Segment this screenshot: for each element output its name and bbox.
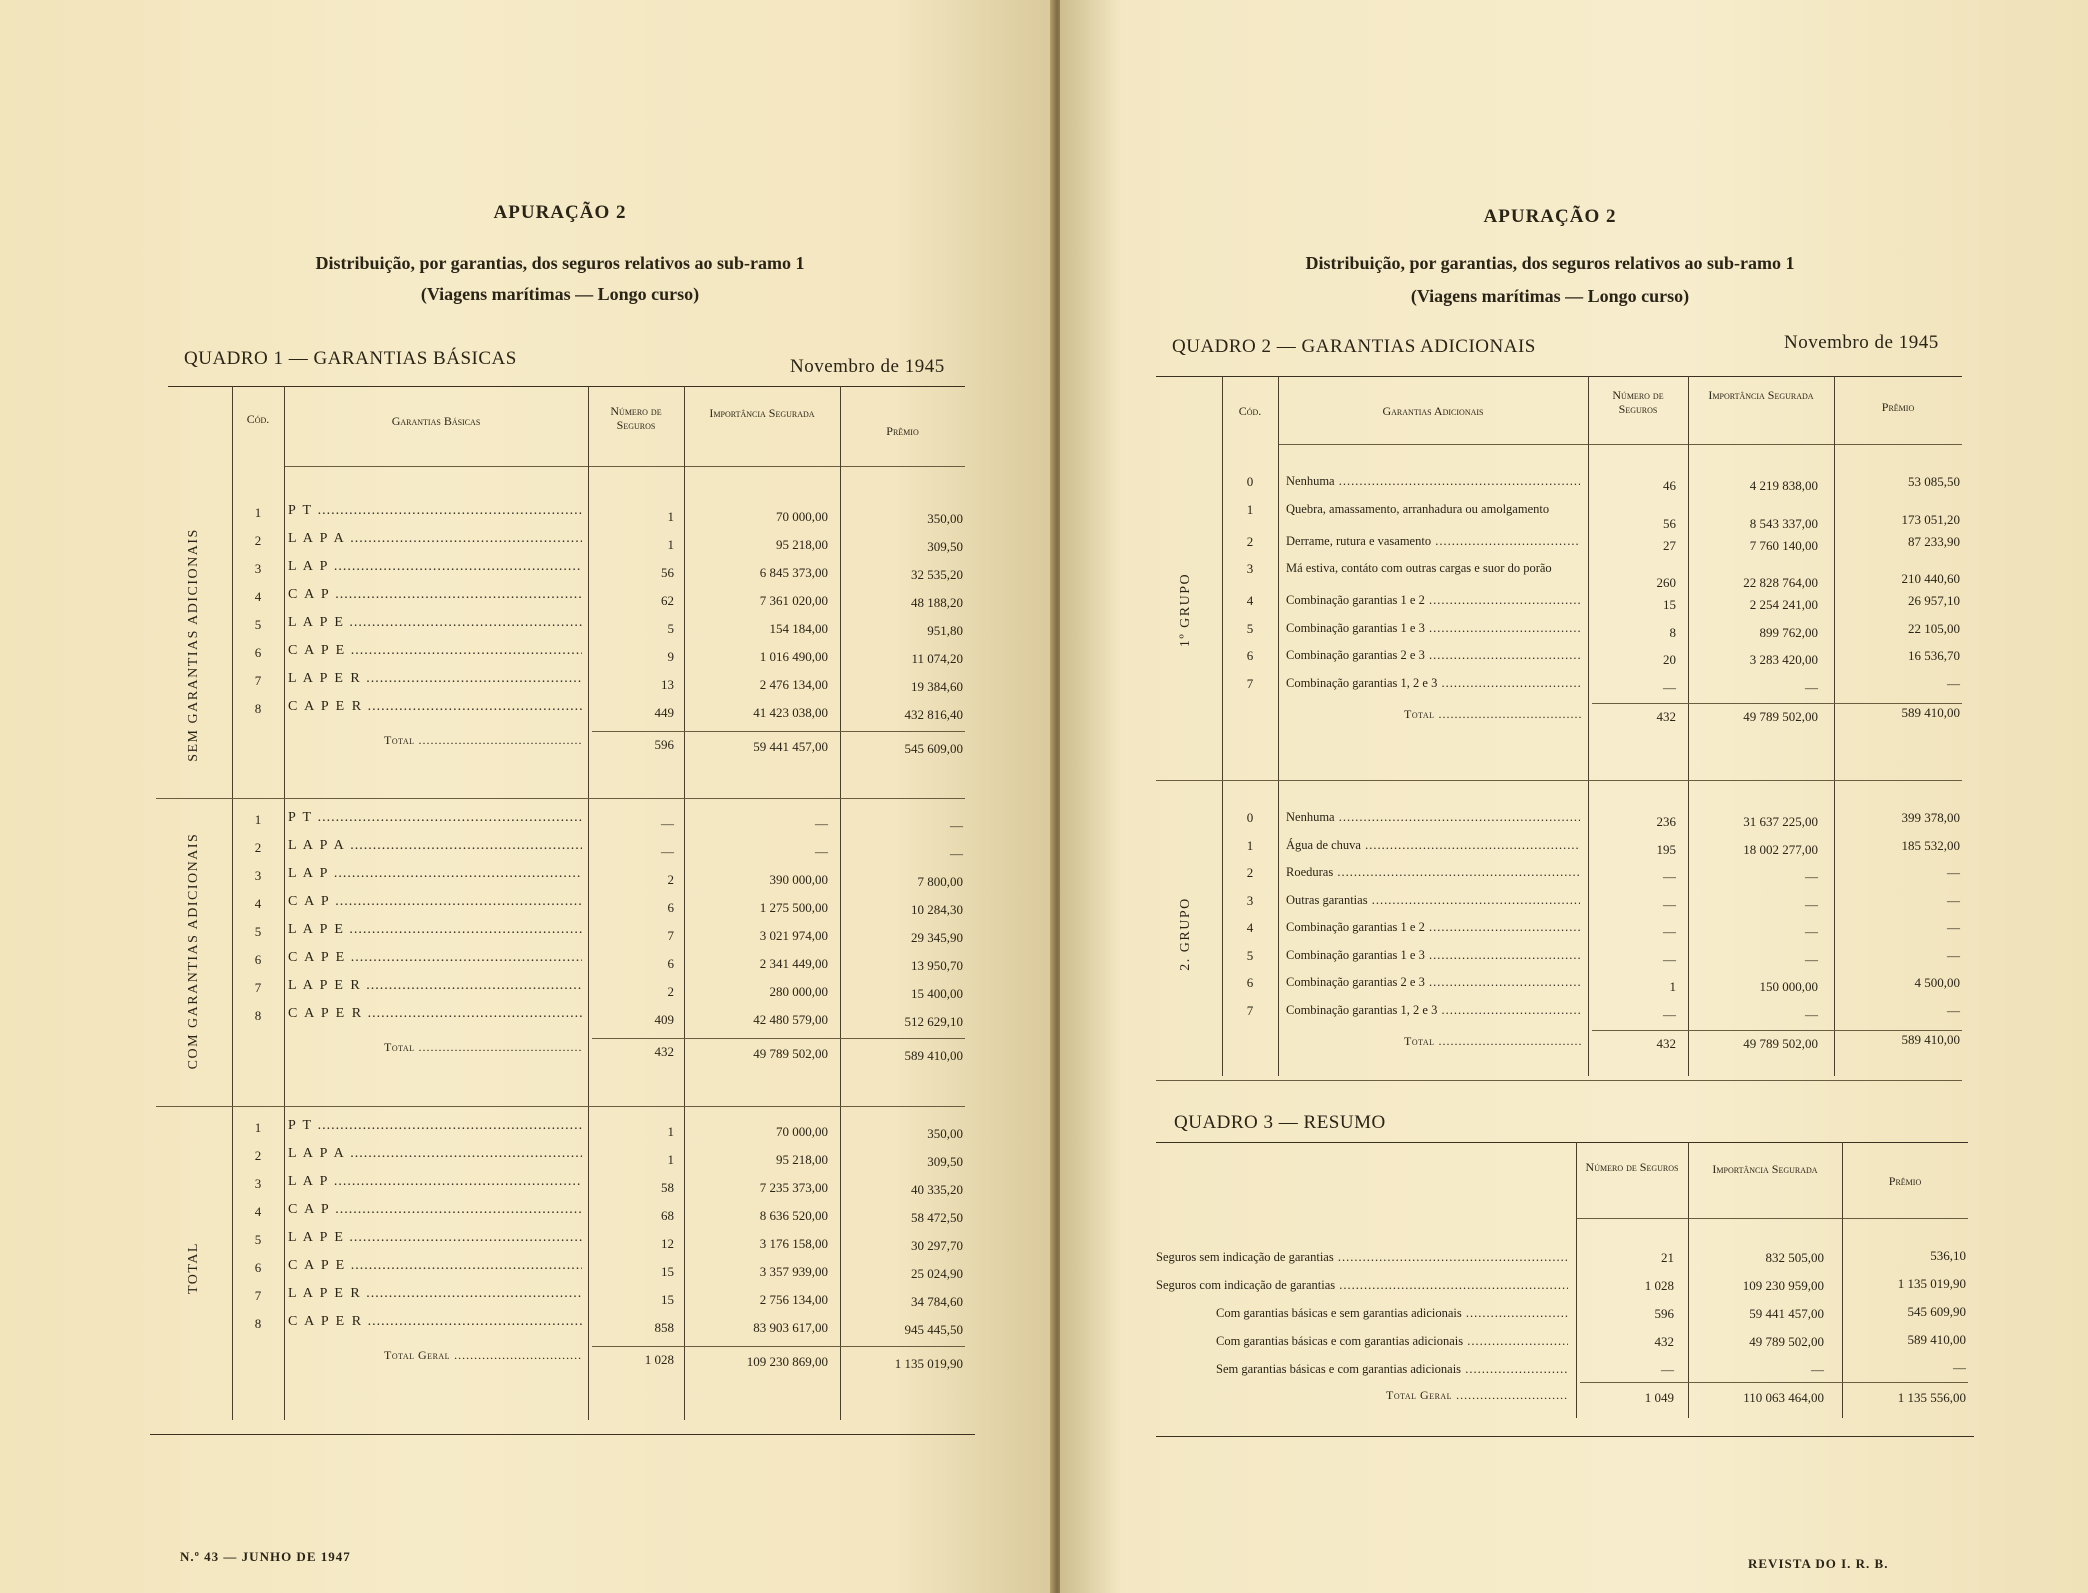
row-garantia: L A P E R .....: [288, 978, 582, 994]
row-garantia: Roeduras .....: [1286, 865, 1580, 880]
row-premio: 7 800,00: [917, 874, 963, 889]
row-garantia: L A P .....: [288, 559, 582, 575]
row-garantia: C A P .....: [288, 1202, 582, 1218]
header-numero: Número de Seguros: [610, 404, 662, 432]
row-garantia: L A P E .....: [288, 1230, 582, 1246]
row-premio: 19 384,60: [911, 679, 963, 694]
row-premio: 432 816,40: [904, 707, 963, 722]
resumo-total-label: Total Geral .....: [1386, 1388, 1568, 1403]
row-garantia: L A P .....: [288, 1174, 582, 1190]
row-importancia: —: [1805, 869, 1818, 884]
resumo-row-label: Com garantias básicas e com garantias adicionais .....: [1216, 1334, 1568, 1349]
row-numero: 2: [667, 984, 674, 999]
total-rule: [592, 1346, 965, 1347]
row-numero: 1: [667, 537, 674, 552]
left-footer: N.º 43 — JUNHO DE 1947: [180, 1549, 351, 1564]
row-cod: 0: [1246, 810, 1254, 825]
table-bottom-rule: [150, 1434, 975, 1435]
row-garantia: Combinação garantias 2 e 3 .....: [1286, 648, 1580, 663]
right-date: Novembro de 1945: [1784, 332, 1939, 353]
row-garantia: L A P A .....: [288, 838, 582, 854]
row-premio: 53 085,50: [1908, 474, 1960, 489]
row-premio: —: [1947, 675, 1960, 691]
right-title: APURAÇÃO 2: [1483, 206, 1617, 227]
section-label: TOTAL: [186, 1242, 201, 1295]
row-importancia: 95 218,00: [776, 1152, 828, 1167]
row-garantia: Combinação garantias 2 e 3 .....: [1286, 975, 1580, 990]
total-importancia: 49 789 502,00: [1743, 709, 1818, 724]
row-importancia: 31 637 225,00: [1743, 814, 1818, 829]
resumo-row-numero: 596: [1654, 1306, 1674, 1321]
row-garantia: L A P A .....: [288, 531, 582, 547]
row-numero: 1: [667, 1124, 674, 1139]
row-premio: —: [950, 846, 963, 861]
row-numero: 62: [661, 593, 674, 608]
row-importancia: 6 845 373,00: [759, 565, 828, 580]
row-numero: —: [1663, 679, 1676, 695]
row-garantia: C A P E R .....: [288, 699, 582, 715]
row-garantia: L A P .....: [288, 866, 582, 882]
row-cod: 6: [1246, 648, 1254, 663]
group-rule: [1156, 780, 1962, 781]
header-numero: Número de Seguros: [1612, 388, 1664, 416]
row-importancia: 8 543 337,00: [1749, 515, 1818, 531]
row-importancia: 150 000,00: [1759, 979, 1818, 994]
row-cod: 3: [254, 1176, 262, 1191]
row-garantia: C A P E R .....: [288, 1314, 582, 1330]
resumo-bottom-rule: [1156, 1436, 1974, 1437]
total-premio: 1 135 019,90: [894, 1356, 963, 1371]
row-cod: 2: [254, 1148, 262, 1163]
row-garantia: Combinação garantias 1 e 3 .....: [1286, 621, 1580, 636]
section-label: COM GARANTIAS ADICIONAIS: [186, 832, 201, 1070]
row-cod: 8: [254, 1316, 262, 1331]
total-rule: [1592, 703, 1962, 704]
row-premio: 29 345,90: [911, 930, 963, 945]
row-numero: —: [661, 844, 674, 859]
row-premio: 512 629,10: [904, 1014, 963, 1029]
row-importancia: 70 000,00: [776, 1124, 828, 1139]
resumo-row-importancia: 59 441 457,00: [1749, 1306, 1824, 1321]
resumo-row-label: Sem garantias básicas e com garantias adicionais .....: [1216, 1362, 1568, 1377]
resumo-total-premio: 1 135 556,00: [1897, 1390, 1966, 1405]
column-rule: [284, 386, 285, 1420]
row-cod: 5: [1246, 947, 1254, 963]
row-importancia: 41 423 038,00: [753, 705, 828, 720]
row-cod: 7: [1246, 1002, 1254, 1018]
table-top-rule: [168, 386, 965, 387]
resumo-row-premio: 536,10: [1930, 1248, 1966, 1263]
row-importancia: 4 219 838,00: [1749, 478, 1818, 493]
row-garantia: P T .....: [288, 503, 582, 519]
left-title: APURAÇÃO 2: [493, 202, 627, 223]
total-importancia: 49 789 502,00: [1743, 1036, 1818, 1051]
resumo-header-numero: Número de Seguros: [1585, 1160, 1679, 1174]
total-numero: 596: [654, 737, 674, 752]
total-premio: 545 609,00: [904, 741, 963, 756]
row-cod: 4: [254, 896, 262, 911]
right-footer: REVISTA DO I. R. B.: [1748, 1556, 1889, 1571]
row-cod: 4: [254, 589, 262, 604]
row-premio: 945 445,50: [904, 1322, 963, 1337]
resumo-row-premio: 589 410,00: [1907, 1332, 1966, 1347]
group-label: 1º GRUPO: [1178, 572, 1193, 648]
row-cod: 7: [1246, 675, 1254, 691]
row-cod: 4: [1246, 920, 1254, 935]
left-subtitle: Distribuição, por garantias, dos seguros relativos ao sub-ramo 1: [315, 253, 805, 273]
row-garantia: Outras garantias .....: [1286, 893, 1580, 908]
resumo-total-rule: [1580, 1382, 1968, 1383]
section-rule: [156, 798, 965, 799]
row-premio: 185 532,00: [1901, 837, 1960, 853]
row-cod: 2: [254, 840, 262, 855]
resumo-row-label: Seguros sem indicação de garantias .....: [1156, 1250, 1568, 1265]
header-garantias: Garantias Básicas: [391, 414, 481, 428]
row-cod: 1: [1246, 501, 1254, 517]
row-numero: —: [661, 816, 674, 831]
row-garantia: L A P A .....: [288, 1146, 582, 1162]
row-cod: 1: [254, 1120, 262, 1135]
row-cod: 6: [1246, 975, 1254, 990]
row-premio: 350,00: [927, 511, 963, 526]
row-cod: 0: [1246, 474, 1254, 489]
row-cod: 8: [254, 1008, 262, 1023]
row-importancia: —: [1805, 679, 1818, 695]
row-garantia: P T .....: [288, 1118, 582, 1134]
table-bottom-rule: [1156, 1080, 1962, 1081]
row-cod: 5: [254, 924, 262, 939]
row-importancia: —: [1805, 924, 1818, 939]
resumo-title: QUADRO 3 — RESUMO: [1174, 1112, 1386, 1133]
row-garantia: Combinação garantias 1, 2 e 3 .....: [1286, 1003, 1580, 1018]
total-rule: [592, 731, 965, 732]
total-label: Total .....: [1404, 1034, 1582, 1049]
row-numero: —: [1663, 896, 1676, 912]
row-garantia: P T .....: [288, 810, 582, 826]
row-importancia: 2 341 449,00: [759, 956, 828, 971]
right-page: [1060, 0, 2088, 1593]
row-numero: 27: [1663, 537, 1676, 553]
row-cod: 3: [1246, 892, 1254, 908]
row-numero: 68: [661, 1208, 674, 1223]
row-numero: 58: [661, 1180, 674, 1195]
row-premio: 87 233,90: [1908, 533, 1960, 549]
row-premio: 22 105,00: [1908, 620, 1960, 636]
resumo-row-premio: 1 135 019,90: [1897, 1276, 1966, 1291]
row-importancia: 7 235 373,00: [759, 1180, 828, 1195]
resumo-header-importancia: Importância Segurada: [1712, 1162, 1818, 1176]
header-garantias: Garantias Adicionais: [1382, 404, 1484, 418]
row-garantia: C A P E .....: [288, 950, 582, 966]
resumo-total-importancia: 110 063 464,00: [1743, 1390, 1824, 1405]
row-numero: 260: [1656, 575, 1676, 590]
row-cod: 8: [254, 701, 262, 716]
row-cod: 3: [254, 868, 262, 883]
row-cod: 2: [1246, 533, 1254, 549]
row-cod: 2: [254, 533, 262, 548]
row-premio: —: [950, 818, 963, 833]
row-importancia: 1 275 500,00: [759, 900, 828, 915]
total-numero: 432: [1656, 1036, 1676, 1051]
row-cod: 1: [1246, 837, 1254, 853]
row-garantia: C A P E .....: [288, 1258, 582, 1274]
total-label: Total Geral .....: [384, 1348, 582, 1363]
row-premio: 11 074,20: [911, 651, 963, 666]
row-importancia: —: [815, 844, 828, 859]
header-cod: Cód.: [1238, 404, 1262, 418]
row-premio: 16 536,70: [1908, 648, 1960, 663]
header-premio: Prêmio: [886, 424, 919, 438]
group-label: 2. GRUPO: [1178, 897, 1193, 971]
resumo-row-importancia: 832 505,00: [1765, 1250, 1824, 1265]
row-importancia: 8 636 520,00: [759, 1208, 828, 1223]
row-cod: 5: [254, 617, 262, 632]
resumo-row-numero: 21: [1661, 1250, 1674, 1265]
left-date: Novembro de 1945: [790, 356, 945, 377]
row-numero: 195: [1656, 841, 1676, 857]
row-numero: 8: [1669, 624, 1676, 640]
row-importancia: 7 760 140,00: [1749, 537, 1818, 553]
row-importancia: 7 361 020,00: [759, 593, 828, 608]
row-premio: 210 440,60: [1901, 571, 1960, 586]
resumo-row-premio: —: [1953, 1360, 1966, 1375]
resumo-row-numero: 432: [1654, 1334, 1674, 1349]
left-subtitle-2: (Viagens marítimas — Longo curso): [420, 284, 700, 304]
row-importancia: 3 283 420,00: [1749, 652, 1818, 667]
row-garantia: Quebra, amassamento, arranhadura ou amolgamento: [1286, 501, 1550, 516]
row-numero: 858: [654, 1320, 674, 1335]
section-rule: [156, 1106, 965, 1107]
row-cod: 1: [254, 812, 262, 827]
row-garantia: Combinação garantias 1, 2 e 3 .....: [1286, 676, 1580, 691]
row-premio: 32 535,20: [911, 567, 963, 582]
row-importancia: —: [1805, 1006, 1818, 1022]
row-numero: 6: [667, 900, 674, 915]
row-premio: —: [1947, 920, 1960, 935]
row-cod: 4: [1246, 593, 1254, 608]
resumo-header-premio: Prêmio: [1888, 1174, 1922, 1188]
row-garantia: Combinação garantias 1 e 2 .....: [1286, 920, 1580, 935]
row-premio: 399 378,00: [1901, 810, 1960, 825]
row-numero: —: [1663, 951, 1676, 967]
row-numero: 15: [661, 1264, 674, 1279]
row-premio: 26 957,10: [1908, 593, 1960, 608]
row-numero: 12: [661, 1236, 674, 1251]
row-importancia: —: [1805, 896, 1818, 912]
header-premio: Prêmio: [1881, 400, 1915, 414]
row-numero: —: [1663, 869, 1676, 884]
row-importancia: 83 903 617,00: [753, 1320, 828, 1335]
row-premio: 58 472,50: [911, 1210, 963, 1225]
row-numero: 449: [654, 705, 674, 720]
resumo-row-label: Com garantias básicas e sem garantias adicionais .....: [1216, 1306, 1568, 1321]
row-premio: 173 051,20: [1901, 511, 1960, 527]
row-numero: 15: [1663, 597, 1676, 612]
row-numero: 6: [667, 956, 674, 971]
row-garantia: Má estiva, contáto com outras cargas e suor do porão: [1286, 561, 1552, 575]
resumo-row-label: Seguros com indicação de garantias .....: [1156, 1278, 1568, 1293]
table-top-rule: [1156, 376, 1962, 377]
resumo-row-importancia: —: [1811, 1362, 1824, 1377]
row-importancia: 899 762,00: [1759, 624, 1818, 640]
resumo-row-importancia: 109 230 959,00: [1742, 1278, 1824, 1293]
row-cod: 3: [254, 561, 262, 576]
row-importancia: 3 176 158,00: [759, 1236, 828, 1251]
row-importancia: 95 218,00: [776, 537, 828, 552]
row-premio: 48 188,20: [911, 595, 963, 610]
section-label: SEM GARANTIAS ADICIONAIS: [186, 527, 201, 762]
row-numero: 15: [661, 1292, 674, 1307]
row-numero: 2: [667, 872, 674, 887]
row-premio: 13 950,70: [911, 958, 963, 973]
total-importancia: 109 230 869,00: [746, 1354, 828, 1369]
row-numero: 7: [667, 928, 674, 943]
row-cod: 6: [254, 952, 262, 967]
row-cod: 3: [1246, 561, 1254, 576]
row-importancia: 70 000,00: [776, 509, 828, 524]
total-numero: 432: [1656, 709, 1676, 724]
row-cod: 1: [254, 505, 262, 520]
row-importancia: —: [1805, 951, 1818, 967]
total-numero: 432: [654, 1044, 674, 1059]
row-numero: 1: [667, 509, 674, 524]
row-premio: —: [1947, 1002, 1960, 1018]
row-garantia: C A P .....: [288, 894, 582, 910]
row-premio: 10 284,30: [911, 902, 963, 917]
total-label: Total .....: [1404, 707, 1582, 722]
resumo-row-premio: 545 609,90: [1907, 1304, 1966, 1319]
row-premio: 309,50: [927, 1154, 963, 1169]
row-cod: 4: [254, 1204, 262, 1219]
total-importancia: 59 441 457,00: [753, 739, 828, 754]
row-garantia: Nenhuma .....: [1286, 810, 1580, 825]
row-premio: 30 297,70: [911, 1238, 963, 1253]
total-label: Total .....: [384, 1040, 582, 1055]
row-garantia: L A P E R .....: [288, 1286, 582, 1302]
row-premio: 25 024,90: [911, 1266, 963, 1281]
row-numero: 1: [1669, 979, 1676, 994]
total-premio: 589 410,00: [1901, 1032, 1960, 1047]
right-quadro-title: QUADRO 2 — GARANTIAS ADICIONAIS: [1172, 336, 1536, 357]
row-garantia: C A P E .....: [288, 643, 582, 659]
row-numero: 56: [1663, 515, 1676, 531]
header-bottom-rule: [1278, 444, 1962, 445]
row-premio: 34 784,60: [911, 1294, 963, 1309]
row-garantia: Água de chuva .....: [1286, 838, 1580, 853]
right-subtitle-2: (Viagens marítimas — Longo curso): [1410, 286, 1690, 306]
resumo-top-rule: [1156, 1142, 1968, 1143]
row-cod: 7: [254, 673, 262, 688]
row-premio: 309,50: [927, 539, 963, 554]
row-importancia: 1 016 490,00: [759, 649, 828, 664]
total-rule: [592, 1038, 965, 1039]
row-premio: 951,80: [927, 623, 963, 638]
row-numero: 236: [1656, 814, 1676, 829]
row-cod: 2: [1246, 865, 1254, 880]
resumo-row-importancia: 49 789 502,00: [1749, 1334, 1824, 1349]
row-garantia: C A P .....: [288, 587, 582, 603]
row-importancia: 2 756 134,00: [759, 1292, 828, 1307]
row-premio: 15 400,00: [911, 986, 963, 1001]
row-importancia: 22 828 764,00: [1743, 575, 1818, 590]
row-garantia: L A P E .....: [288, 615, 582, 631]
row-importancia: —: [815, 816, 828, 831]
total-label: Total .....: [384, 733, 582, 748]
row-garantia: C A P E R .....: [288, 1006, 582, 1022]
row-numero: 409: [654, 1012, 674, 1027]
row-importancia: 18 002 277,00: [1743, 841, 1818, 857]
row-garantia: Nenhuma .....: [1286, 474, 1580, 489]
row-garantia: L A P E R .....: [288, 671, 582, 687]
row-premio: —: [1947, 947, 1960, 963]
row-numero: 46: [1663, 478, 1676, 493]
resumo-header-rule: [1576, 1218, 1968, 1219]
total-rule: [1592, 1030, 1962, 1031]
total-importancia: 49 789 502,00: [753, 1046, 828, 1061]
row-numero: —: [1663, 1006, 1676, 1022]
row-cod: 6: [254, 1260, 262, 1275]
total-premio: 589 410,00: [904, 1048, 963, 1063]
row-importancia: 2 254 241,00: [1749, 597, 1818, 612]
row-numero: —: [1663, 924, 1676, 939]
row-cod: 5: [1246, 620, 1254, 636]
row-garantia: Combinação garantias 1 e 2 .....: [1286, 593, 1580, 608]
row-numero: 13: [661, 677, 674, 692]
row-premio: —: [1947, 865, 1960, 880]
resumo-row-numero: 1 028: [1644, 1278, 1674, 1293]
row-garantia: Derrame, rutura e vasamento .....: [1286, 534, 1580, 549]
column-rule: [1278, 376, 1279, 1076]
row-numero: 9: [667, 649, 674, 664]
row-cod: 7: [254, 1288, 262, 1303]
row-importancia: 3 357 939,00: [759, 1264, 828, 1279]
row-cod: 6: [254, 645, 262, 660]
row-garantia: L A P E .....: [288, 922, 582, 938]
total-numero: 1 028: [644, 1352, 674, 1367]
row-cod: 5: [254, 1232, 262, 1247]
row-numero: 20: [1663, 652, 1676, 667]
row-premio: 40 335,20: [911, 1182, 963, 1197]
row-importancia: 2 476 134,00: [759, 677, 828, 692]
resumo-row-numero: —: [1661, 1362, 1674, 1377]
row-garantia: Combinação garantias 1 e 3 .....: [1286, 948, 1580, 963]
total-premio: 589 410,00: [1901, 705, 1960, 720]
row-premio: 4 500,00: [1914, 975, 1960, 990]
row-importancia: 3 021 974,00: [759, 928, 828, 943]
row-numero: 1: [667, 1152, 674, 1167]
row-premio: —: [1947, 892, 1960, 908]
row-cod: 7: [254, 980, 262, 995]
resumo-total-numero: 1 049: [1644, 1390, 1674, 1405]
header-importancia: Importância Segurada: [1708, 388, 1814, 402]
row-importancia: 390 000,00: [769, 872, 828, 887]
row-numero: 56: [661, 565, 674, 580]
row-importancia: 42 480 579,00: [753, 1012, 828, 1027]
row-numero: 5: [667, 621, 674, 636]
left-quadro-title: QUADRO 1 — GARANTIAS BÁSICAS: [184, 348, 517, 369]
row-premio: 350,00: [927, 1126, 963, 1141]
header-importancia: Importância Segurada: [709, 406, 815, 420]
header-cod: Cód.: [246, 412, 270, 426]
row-importancia: 154 184,00: [769, 621, 828, 636]
header-bottom-rule: [284, 466, 965, 467]
right-subtitle: Distribuição, por garantias, dos seguros relativos ao sub-ramo 1: [1305, 253, 1795, 273]
row-importancia: 280 000,00: [769, 984, 828, 999]
